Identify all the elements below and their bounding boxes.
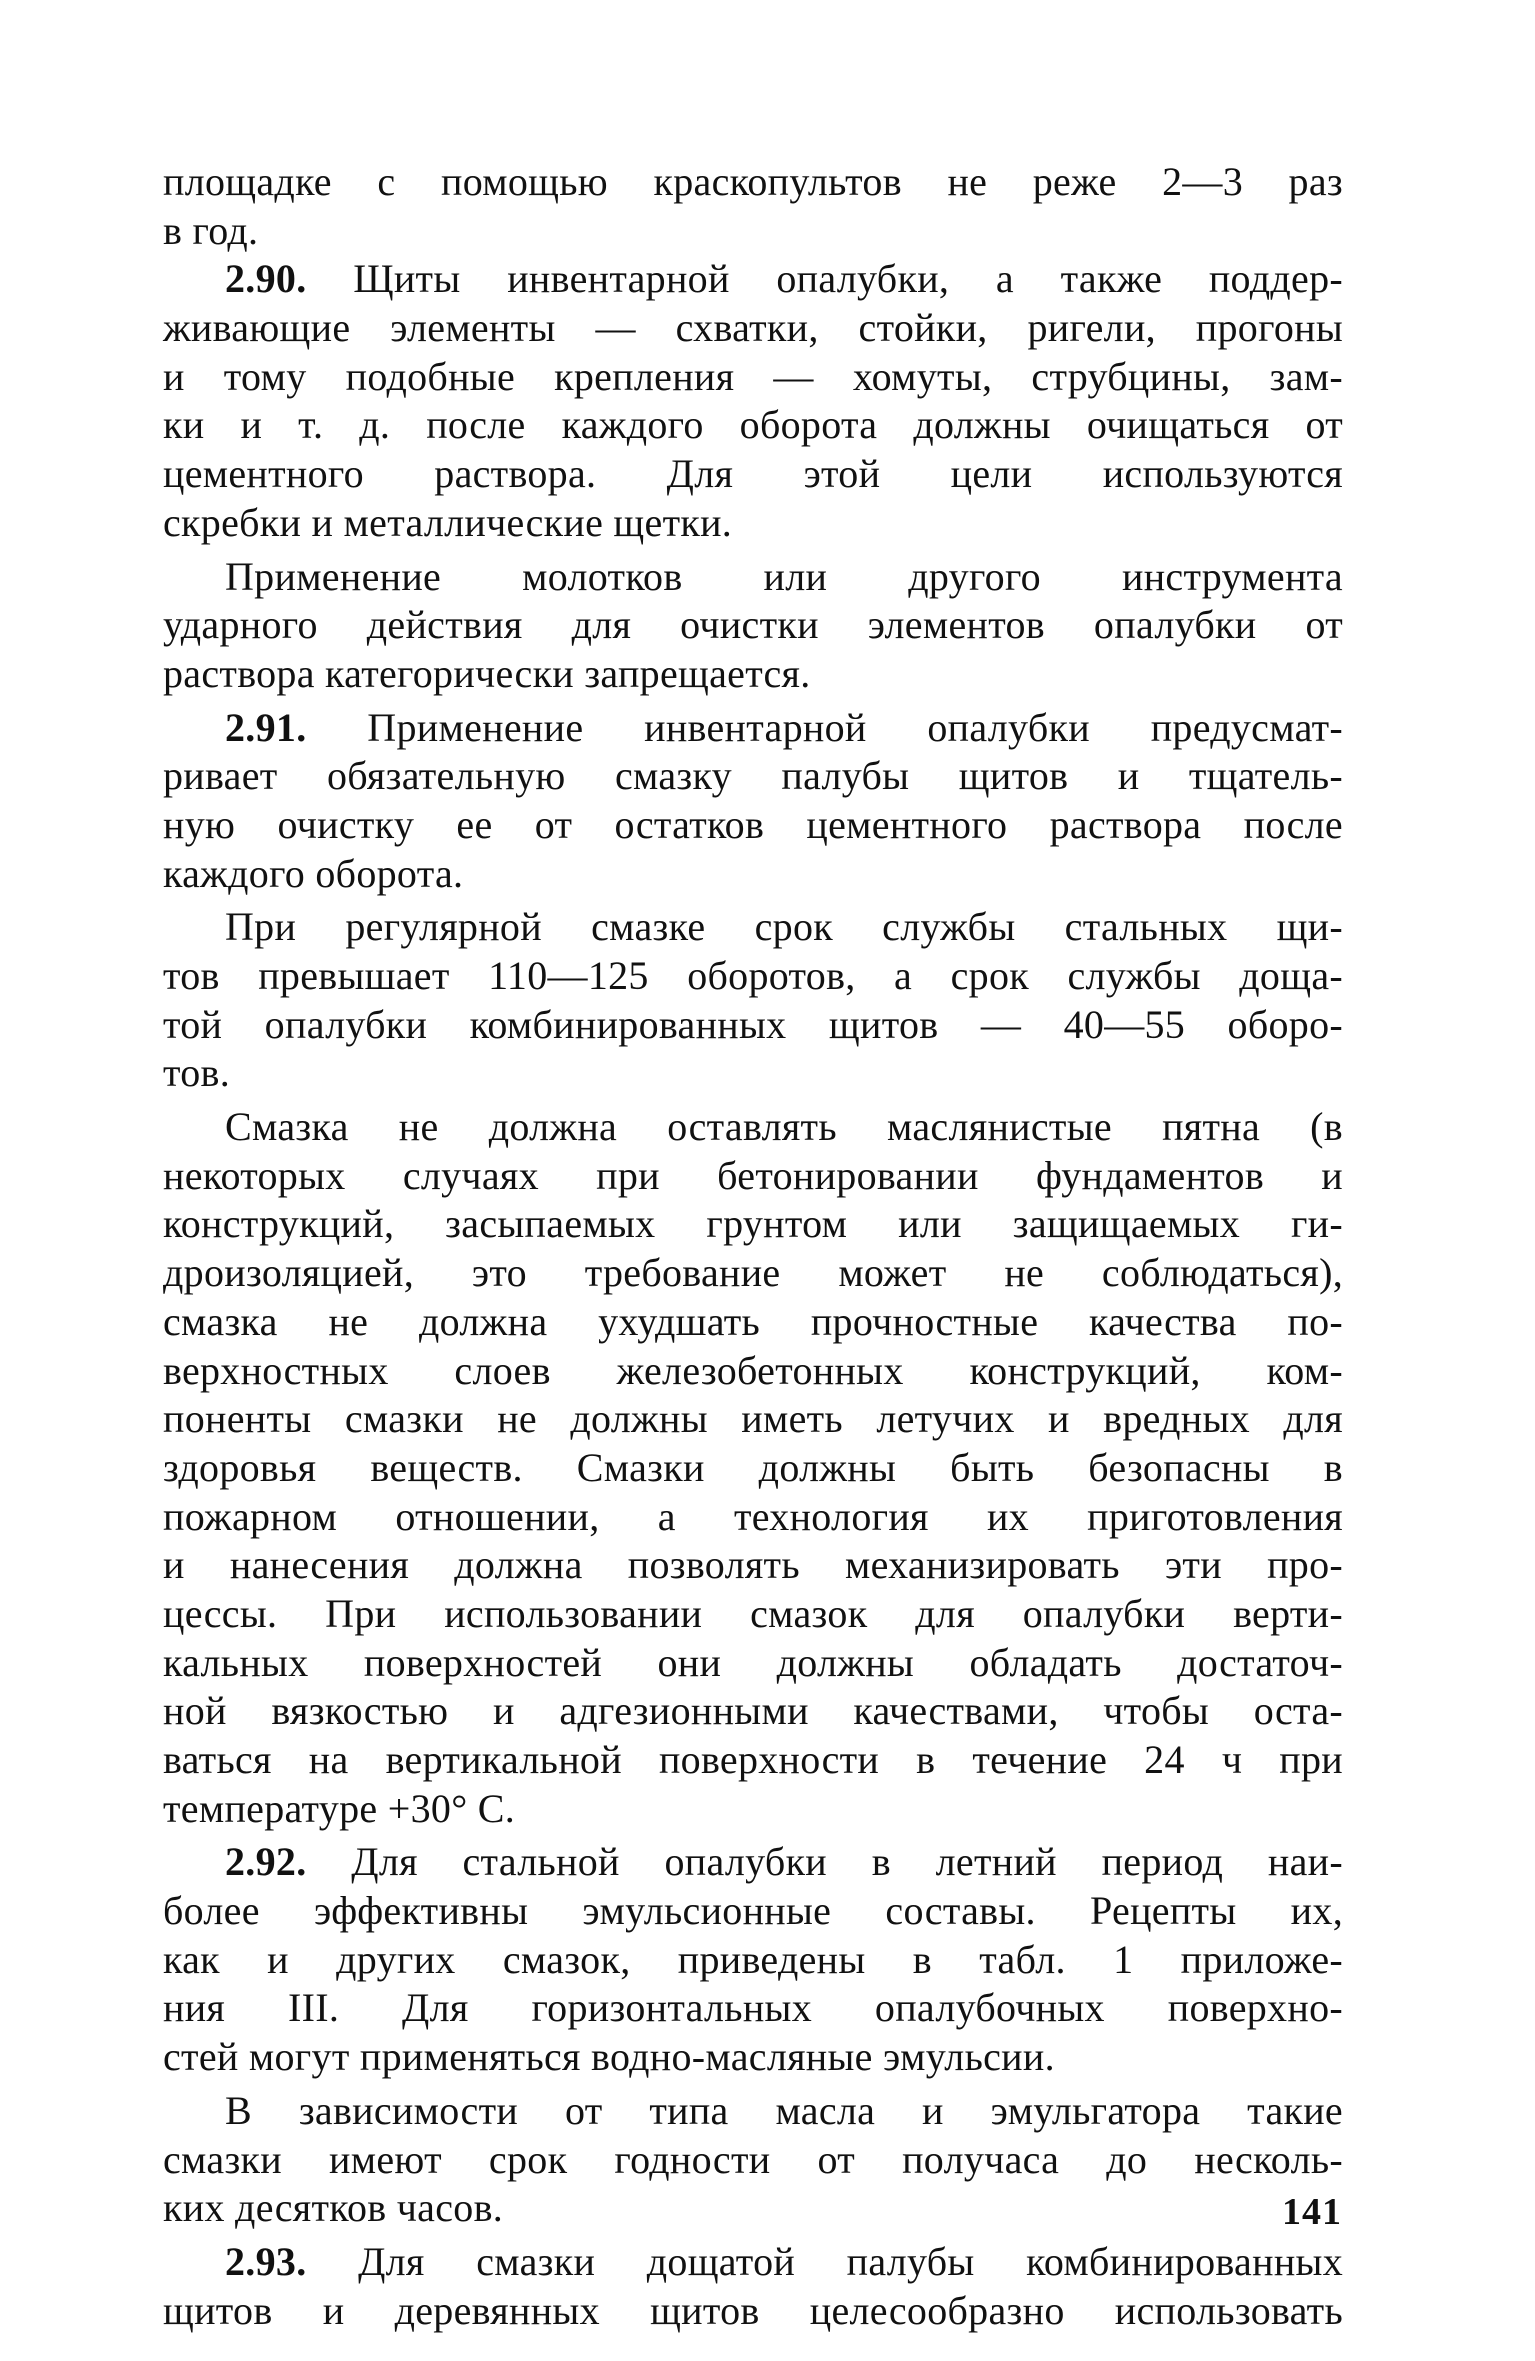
text-line-content: Для смазки дощатой палубы комбинированных (358, 2238, 1343, 2284)
text-line: здоровья веществ. Смазки должны быть безопасны в (163, 1444, 1343, 1490)
text-line: ной вязкостью и адгезионными качествами, чтобы оста- (163, 1688, 1343, 1734)
paragraph-2-91 (163, 704, 1343, 899)
text-line: ния III. Для горизонтальных опалубочных поверхно- (163, 1985, 1343, 2031)
text-line (163, 1838, 1343, 1887)
text-line-content: Для стальной опалубки в летний период наи- (351, 1839, 1343, 1885)
text-line: пожарном отношении, а технология их приготовления (163, 1493, 1343, 1539)
text-line: более эффективны эмульсионные составы. Рецепты их, (163, 1888, 1343, 1934)
paragraph-number: 2.90. (225, 256, 307, 302)
paragraph-2-93 (163, 2238, 1343, 2335)
text-line: цементного раствора. Для этой цели используются (163, 451, 1343, 497)
text-line: той опалубки комбинированных щитов — 40—55 оборо- (163, 1001, 1343, 1047)
paragraph (163, 2087, 1343, 2233)
text-line: кальных поверхностей они должны обладать достаточ- (163, 1639, 1343, 1685)
paragraph-number: 2.92. (225, 1839, 307, 1885)
paragraph-2-90 (163, 255, 1343, 547)
text-line: и тому подобные крепления — хомуты, струбцины, зам- (163, 353, 1343, 399)
text-line: тов. (163, 1050, 231, 1096)
text-line: ударного действия для очистки элементов опалубки от (163, 602, 1343, 648)
text-line: ваться на вертикальной поверхности в течение 24 ч при (163, 1737, 1343, 1782)
paragraph (163, 158, 1343, 255)
text-line: температуре +30° С. (163, 1785, 516, 1831)
text-line: раствора категорически запрещается. (163, 650, 811, 696)
text-line-content: Применение инвентарной опалубки предусмат- (367, 704, 1343, 750)
text-line: некоторых случаях при бетонировании фундаментов и (163, 1152, 1343, 1198)
text-line: как и других смазок, приведены в табл. 1 приложе- (163, 1936, 1343, 1982)
text-line: стей могут применяться водно-масляные эмульсии. (163, 2034, 1055, 2080)
text-line (163, 2238, 1343, 2287)
text-line: смазка не должна ухудшать прочностные качества по- (163, 1298, 1343, 1344)
text-line (163, 255, 1343, 304)
paragraph (163, 553, 1343, 699)
text-line: ривает обязательную смазку палубы щитов и тщатель- (163, 753, 1343, 799)
text-line: конструкций, засыпаемых грунтом или защищаемых ги- (163, 1201, 1343, 1247)
text-line: живающие элементы — схватки, стойки, ригели, прогоны (163, 305, 1343, 351)
text-line: тов превышает 110—125 оборотов, а срок службы доща- (163, 953, 1343, 998)
paragraph-number: 2.93. (225, 2238, 307, 2284)
text-line: верхностных слоев железобетонных конструкций, ком- (163, 1347, 1343, 1393)
text-line: щитов и деревянных щитов целесообразно использовать (163, 2287, 1343, 2333)
page-number: 141 (1282, 2191, 1342, 2233)
text-line: В зависимости от типа масла и эмульгатора такие (225, 2087, 1343, 2133)
text-line: ких десятков часов. (163, 2185, 504, 2231)
text-line: скребки и металлические щетки. (163, 499, 733, 545)
page-body (163, 158, 1343, 2335)
text-line: цессы. При использовании смазок для опалубки верти- (163, 1590, 1343, 1636)
text-line: каждого оборота. (163, 850, 464, 896)
text-line: При регулярной смазке срок службы стальных щи- (225, 904, 1343, 950)
text-line: поненты смазки не должны иметь летучих и вредных для (163, 1396, 1343, 1442)
text-line: ки и т. д. после каждого оборота должны очищаться от (163, 402, 1343, 448)
text-line: ную очистку ее от остатков цементного раствора после (163, 801, 1343, 847)
text-line: смазки имеют срок годности от получаса до несколь- (163, 2136, 1343, 2182)
text-line (163, 704, 1343, 753)
paragraph (163, 903, 1343, 1098)
text-line-content: Щиты инвентарной опалубки, а также поддер- (353, 256, 1343, 302)
paragraph-2-92 (163, 1838, 1343, 2081)
text-line: и нанесения должна позволять механизировать эти про- (163, 1542, 1343, 1588)
paragraph-number: 2.91. (225, 704, 307, 750)
text-line: дроизоляцией, это требование может не соблюдаться), (163, 1250, 1343, 1296)
text-line: площадке с помощью краскопультов не реже 2—3 раз (163, 159, 1343, 204)
paragraph (163, 1103, 1343, 1833)
text-line: Смазка не должна оставлять маслянистые пятна (в (225, 1104, 1343, 1150)
text-line: Применение молотков или другого инструмента (225, 553, 1343, 599)
text-line: в год. (163, 207, 259, 253)
